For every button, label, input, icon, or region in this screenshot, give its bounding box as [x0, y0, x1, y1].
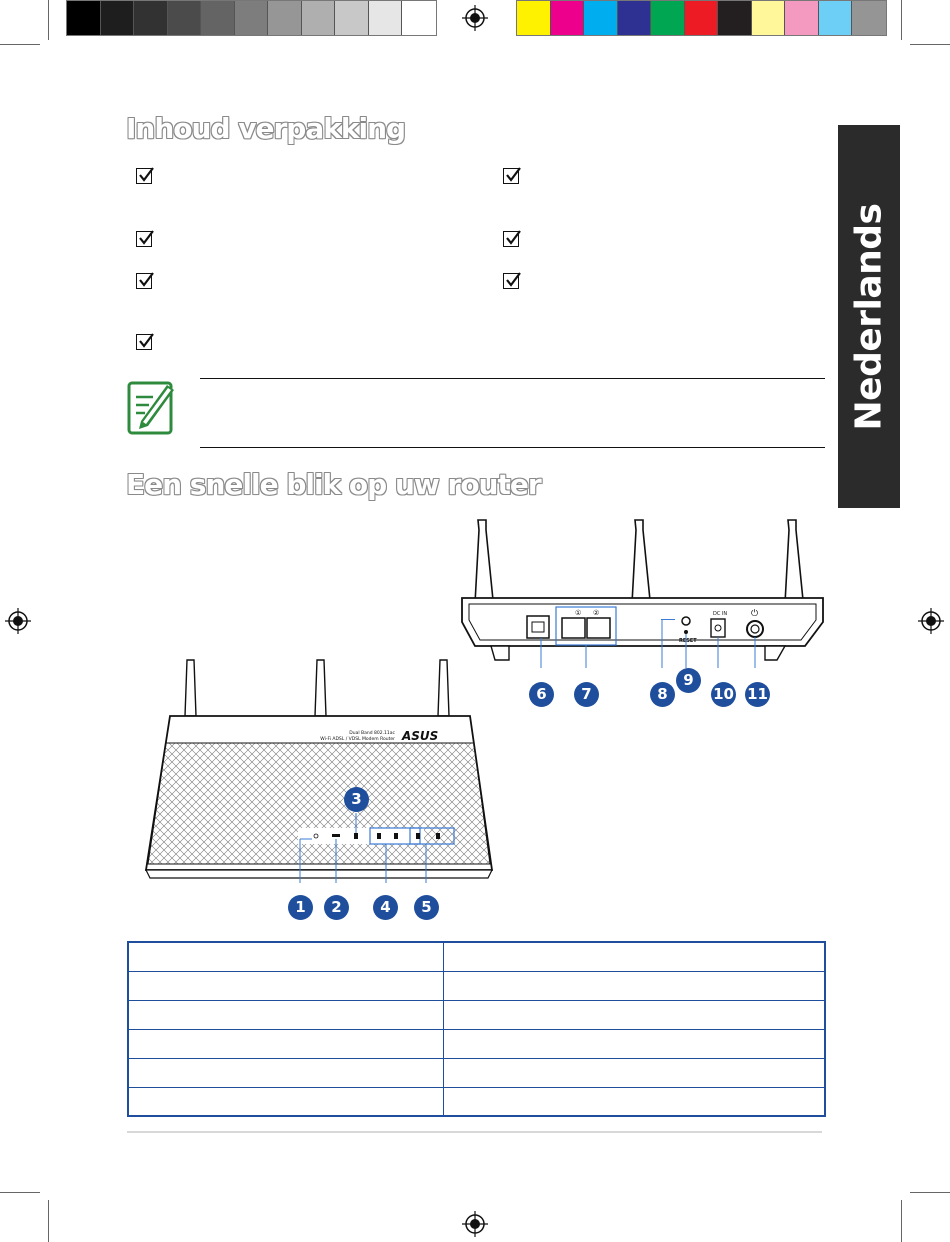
table-row — [128, 1087, 825, 1116]
callout-11: 11 — [745, 682, 770, 707]
crop-mark — [48, 1200, 49, 1242]
router-back-illustration — [455, 518, 830, 668]
color-swatch — [718, 1, 752, 35]
callout-2: 2 — [324, 895, 349, 920]
router-overview-title: Een snelle blik op uw router — [126, 468, 541, 501]
color-swatch — [819, 1, 853, 35]
crop-mark — [910, 44, 950, 45]
crop-mark — [910, 1192, 950, 1193]
callout-7: 7 — [574, 682, 599, 707]
color-swatch — [618, 1, 652, 35]
callout-8: 8 — [650, 682, 675, 707]
language-label: Nederlands — [848, 203, 890, 430]
callout-1: 1 — [288, 895, 313, 920]
crop-mark — [48, 0, 49, 40]
checkbox-checked-icon — [136, 334, 152, 350]
table-row — [128, 971, 825, 1000]
package-contents-title: Inhoud verpakking — [126, 112, 406, 145]
table-row — [128, 1000, 825, 1029]
callout-4: 4 — [373, 895, 398, 920]
table-row — [128, 1029, 825, 1058]
checkbox-checked-icon — [136, 231, 152, 247]
color-swatch — [685, 1, 719, 35]
checkbox-checked-icon — [503, 168, 519, 184]
color-swatch — [551, 1, 585, 35]
color-swatch — [201, 1, 235, 35]
crop-mark — [0, 44, 40, 45]
color-calibration-bar — [516, 0, 887, 36]
color-swatch — [785, 1, 819, 35]
note-pencil-icon — [127, 377, 177, 435]
color-swatch — [235, 1, 269, 35]
color-swatch — [584, 1, 618, 35]
registration-mark-icon — [462, 1211, 488, 1237]
color-swatch — [67, 1, 101, 35]
reset-label: RESET — [679, 638, 697, 644]
footer-rule — [127, 1131, 822, 1133]
color-swatch — [268, 1, 302, 35]
table-row — [128, 942, 825, 971]
crop-mark — [0, 1192, 40, 1193]
callout-9: 9 — [676, 668, 701, 693]
registration-mark-icon — [462, 5, 488, 31]
checkbox-checked-icon — [136, 168, 152, 184]
registration-mark-icon — [918, 608, 944, 634]
language-side-tab — [838, 125, 900, 508]
callout-6: 6 — [529, 682, 554, 707]
color-swatch — [168, 1, 202, 35]
crop-mark — [901, 0, 902, 40]
checkbox-checked-icon — [503, 273, 519, 289]
color-swatch — [402, 1, 436, 35]
brand-logo: ASUS — [402, 729, 439, 743]
color-swatch — [517, 1, 551, 35]
dc-in-label: DC IN — [713, 611, 728, 617]
callout-3: 3 — [344, 787, 369, 812]
lan-port-2-label: ② — [593, 609, 600, 617]
color-swatch — [302, 1, 336, 35]
registration-mark-icon — [5, 608, 31, 634]
router-parts-table — [127, 941, 826, 1117]
svg-text:⏻: ⏻ — [751, 609, 759, 619]
callout-5: 5 — [414, 895, 439, 920]
color-swatch — [852, 1, 886, 35]
grayscale-calibration-bar — [66, 0, 437, 36]
color-swatch — [335, 1, 369, 35]
color-swatch — [752, 1, 786, 35]
lan-port-1-label: ① — [575, 609, 582, 617]
note-bottom-rule — [200, 447, 825, 448]
model-line-1: Dual Band 802.11ac — [349, 731, 395, 736]
checkbox-checked-icon — [136, 273, 152, 289]
color-swatch — [101, 1, 135, 35]
table-row — [128, 1058, 825, 1087]
color-swatch — [134, 1, 168, 35]
note-top-rule — [200, 378, 825, 379]
color-swatch — [651, 1, 685, 35]
checkbox-checked-icon — [503, 231, 519, 247]
callout-10: 10 — [711, 682, 736, 707]
color-swatch — [369, 1, 403, 35]
router-front-illustration — [140, 658, 500, 883]
crop-mark — [901, 1200, 902, 1242]
model-line-2: Wi-Fi ADSL / VDSL Modem Router — [320, 737, 395, 742]
